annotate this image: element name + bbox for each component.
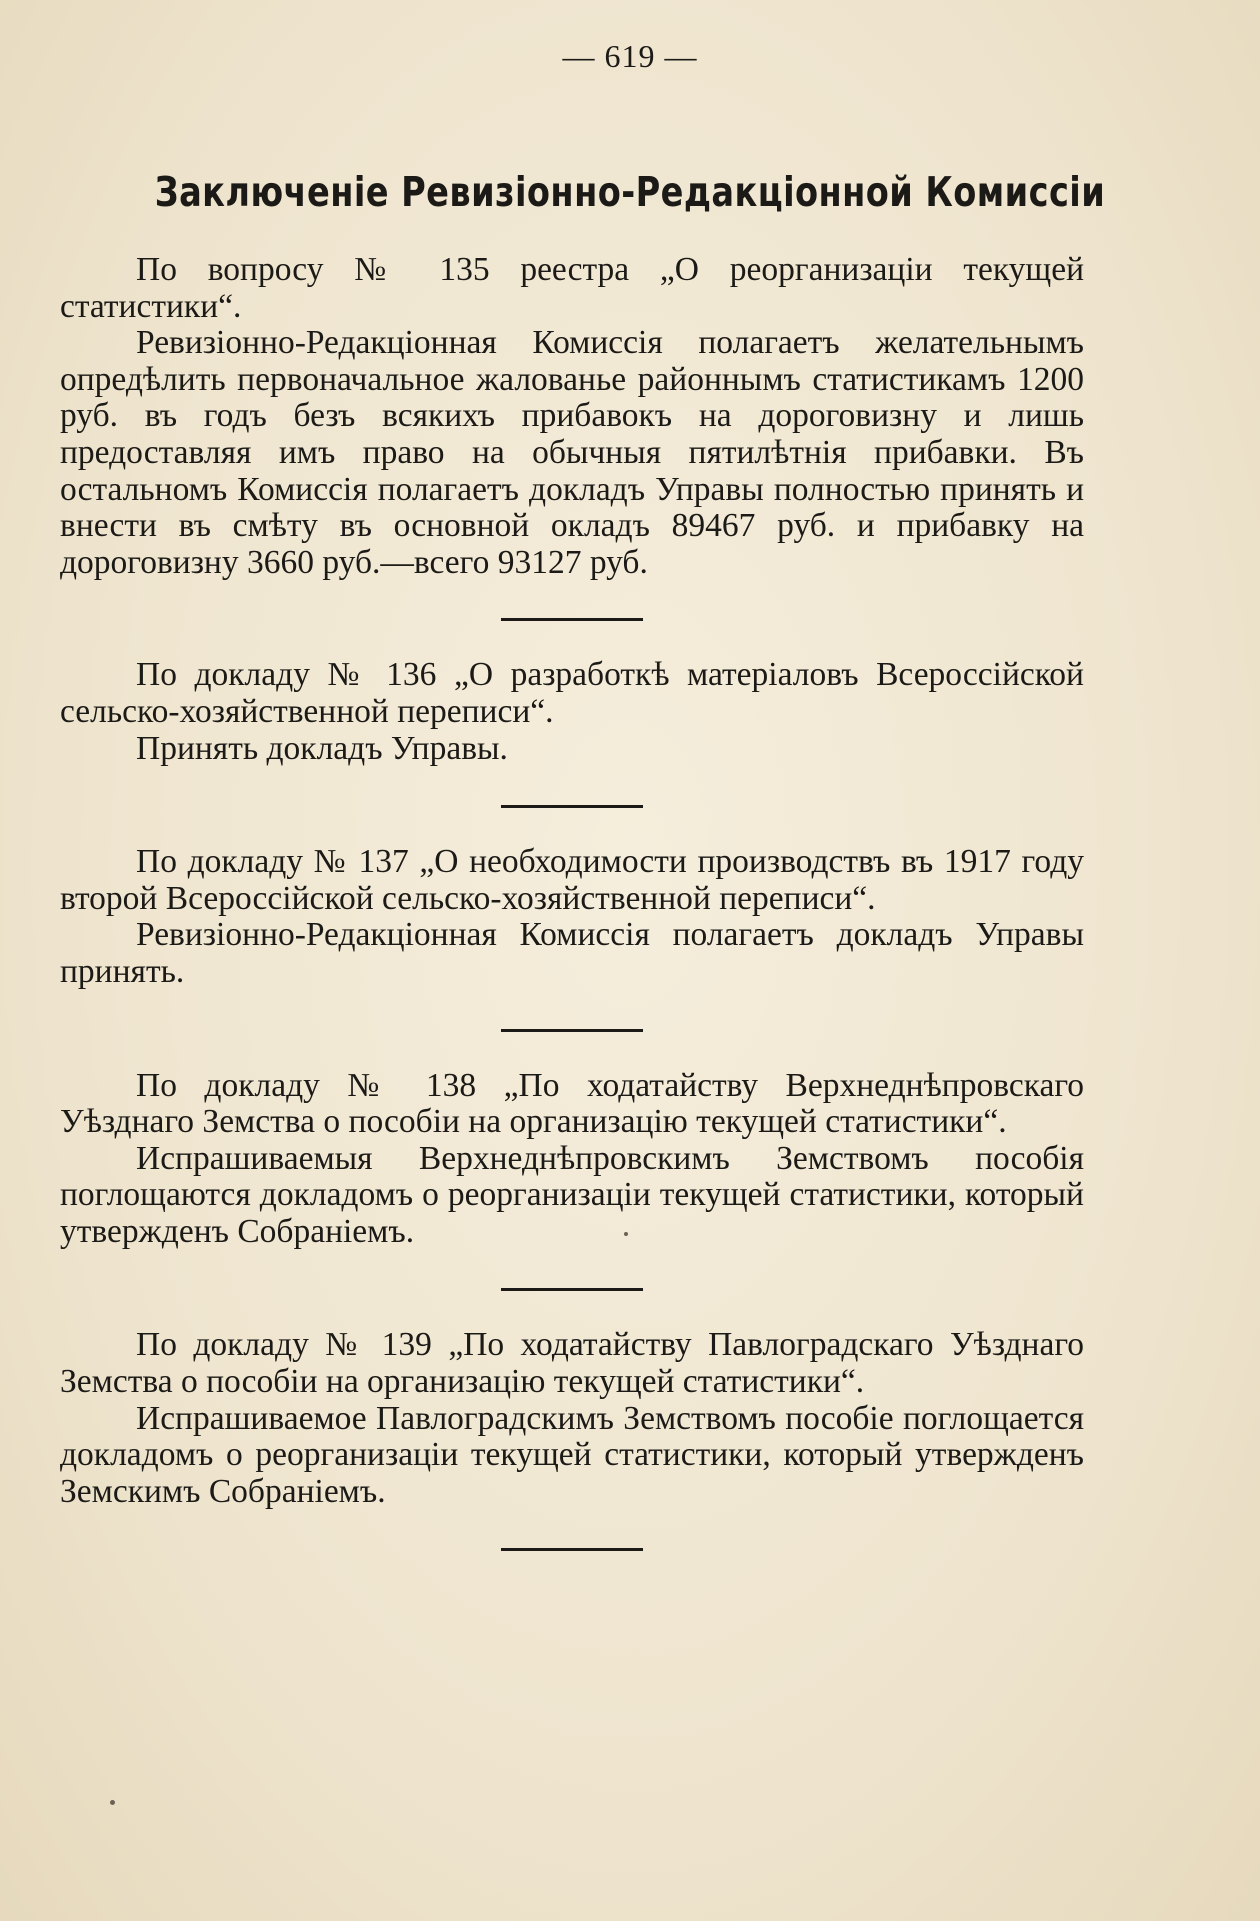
section-item: По докладу № 139 „По ходатайству Павлоградскаго Уѣзднаго Земства о пособiи на организацiю текущей статистики“.: [60, 1326, 1084, 1401]
section-item: По докладу № 137 „О необходимости производствъ въ 1917 году второй Всероссiйской сельско-хозяйственной переписи“.: [60, 843, 1084, 917]
page-heading: Заключенiе Ревизiонно-Редакцiонной Комиссiи: [154, 168, 1106, 216]
section-divider: [501, 1288, 643, 1291]
paper-speck: [110, 1800, 115, 1805]
section-resolution: Принять докладъ Управы.: [136, 729, 508, 767]
section-divider: [501, 1029, 643, 1032]
section-135: [60, 252, 1084, 581]
paper-speck: [624, 1232, 628, 1236]
section-divider: [501, 805, 643, 808]
section-resolution: Испрашиваемое Павлоградскимъ Земствомъ пособiе поглощается докладомъ о реорганизацiи текущей статистики, который утвержденъ Земскимъ Собранiемъ.: [60, 1399, 1084, 1510]
section-136: [60, 657, 1084, 767]
section-138: [60, 1068, 1084, 1251]
page-number: — 619 —: [562, 38, 698, 74]
section-item: По вопросу № 135 реестра „О реорганизацiи текущей статистики“.: [60, 251, 1084, 325]
section-137: [60, 844, 1084, 990]
section-item: По докладу № 138 „По ходатайству Верхнеднѣпровскаго Уѣзднаго Земства о пособiи на организацiю текущей статистики“.: [60, 1066, 1084, 1141]
section-resolution: Ревизiонно-Редакцiонная Комиссiя полагаетъ желательнымъ опредѣлить первоначальное жалованье районнымъ статистикамъ 1200 руб. въ годъ безъ всякихъ прибавокъ на дороговизну и лишь предоставляя имъ право на обычныя пятилѣтнiя прибавки. Въ остальномъ Комиссiя полагаетъ докладъ Управы полностью принять и внести въ смѣту въ основной окладъ 89467 руб. и прибавку на дороговизну 3660 руб.—всего 93127 руб.: [60, 324, 1084, 581]
section-divider: [501, 618, 643, 621]
section-resolution: Испрашиваемыя Верхнеднѣпровскимъ Земствомъ пособiя поглощаются докладомъ о реорганизацiи текущей статистики, который утвержденъ Собранiемъ.: [60, 1139, 1084, 1250]
section-item: По докладу № 136 „О разработкѣ матерiаловъ Всероссiйской сельско-хозяйственной переписи“.: [60, 656, 1084, 730]
section-139: [60, 1327, 1084, 1510]
document-body: [60, 252, 1084, 1551]
section-divider: [501, 1548, 643, 1551]
section-resolution: Ревизiонно-Редакцiонная Комиссiя полагаетъ докладъ Управы принять.: [60, 916, 1084, 990]
